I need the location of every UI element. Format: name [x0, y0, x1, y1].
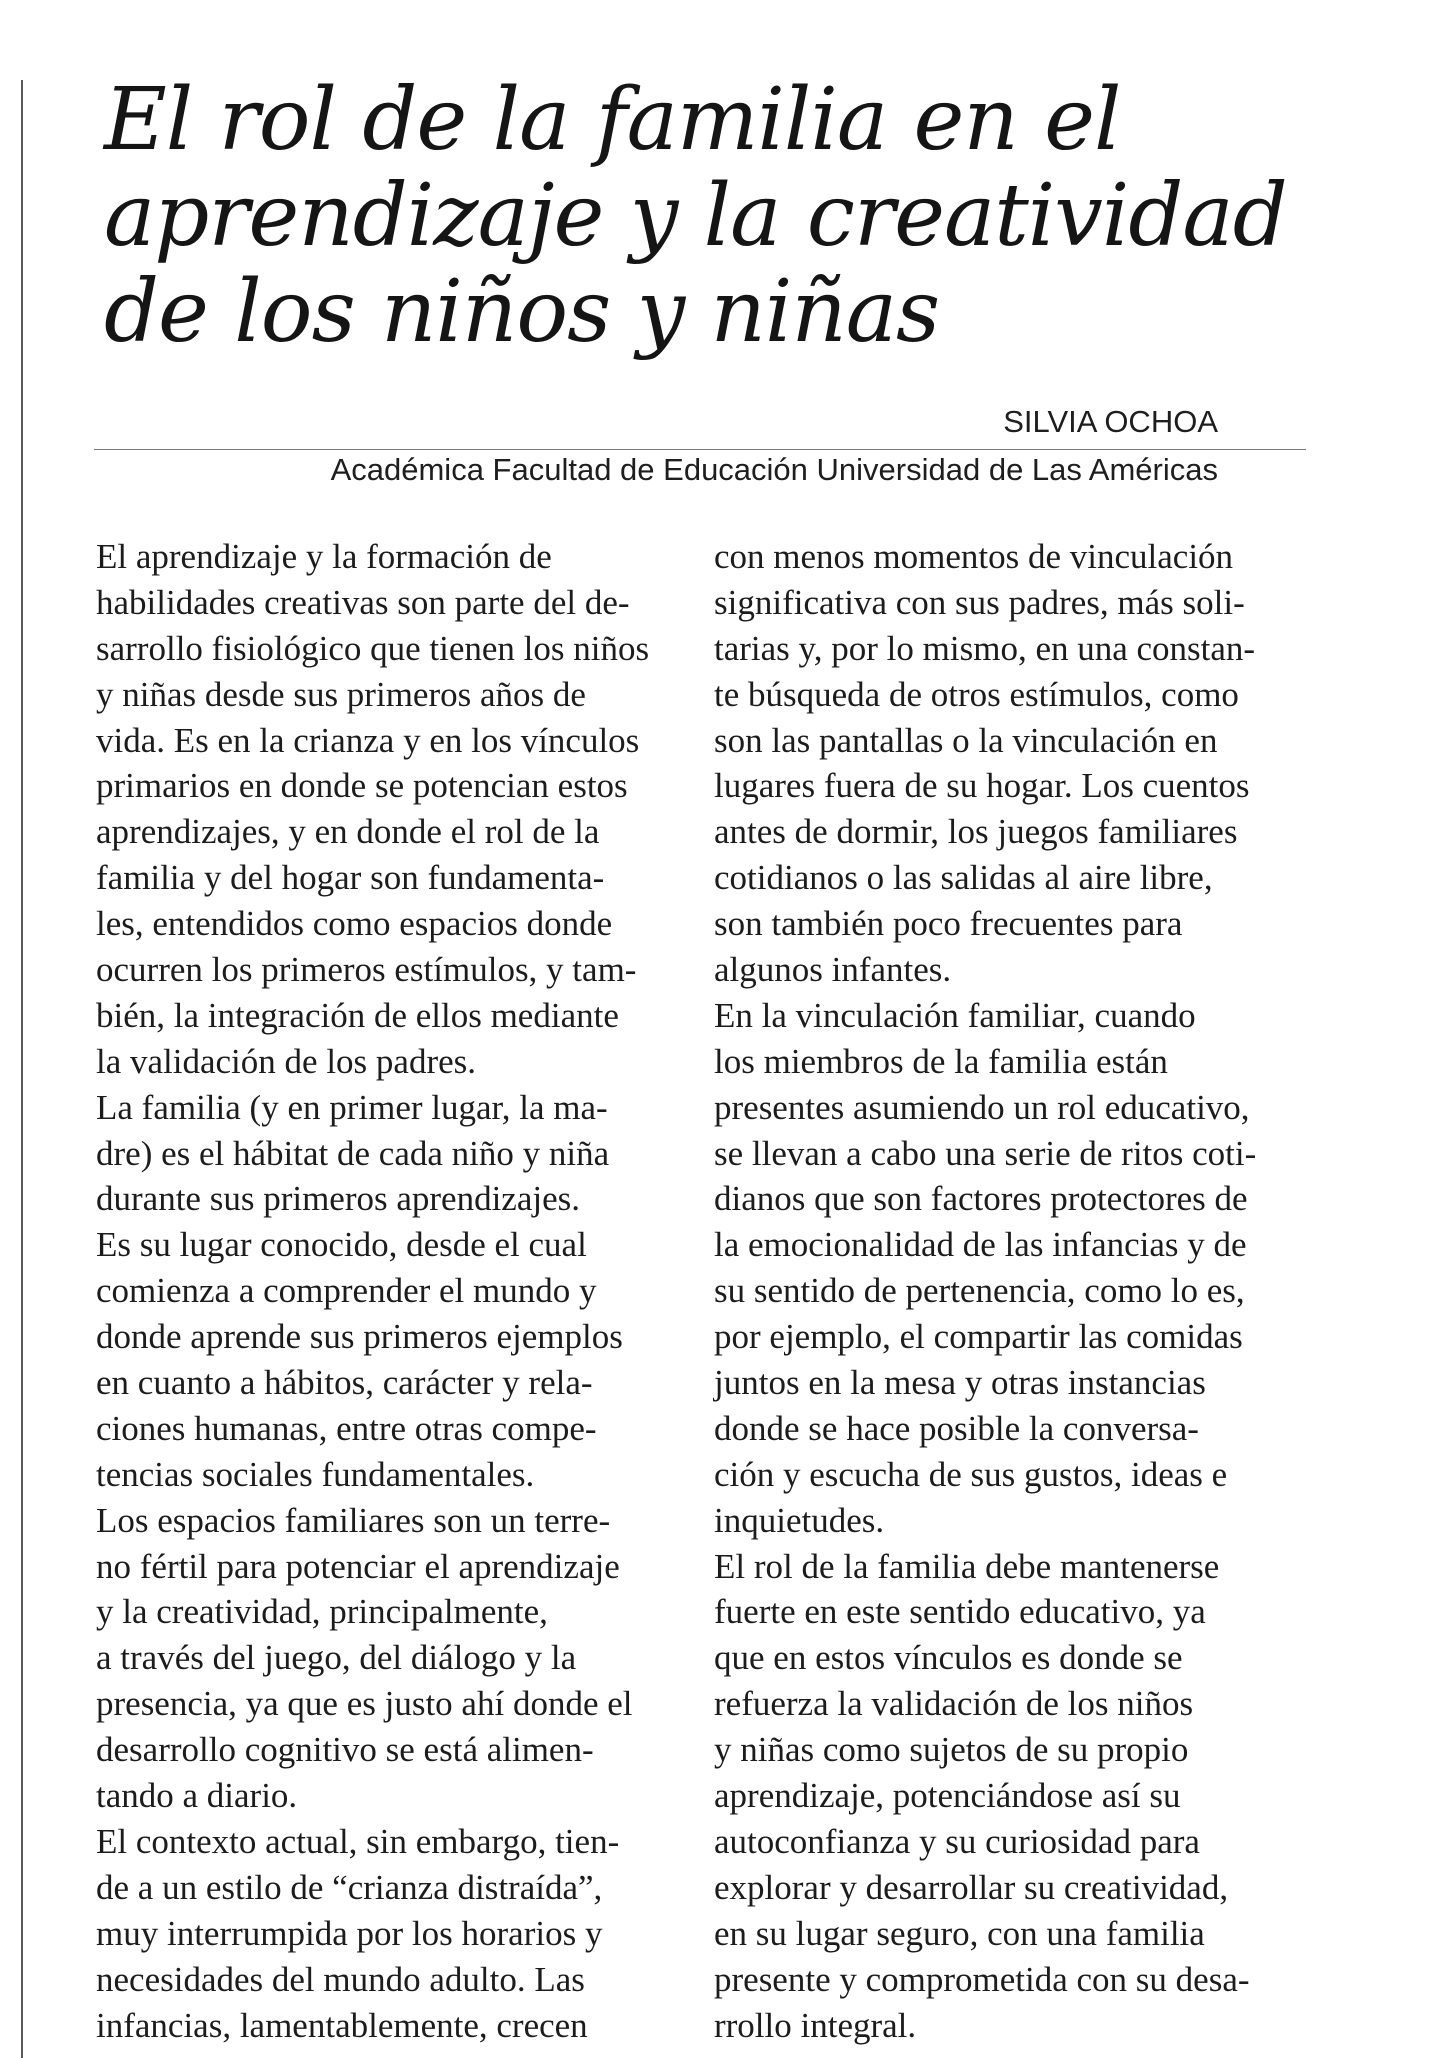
headline-line: El rol de la familia en el: [104, 70, 1121, 170]
headline-line: de los niños y niñas: [104, 262, 940, 362]
text-line: bién, la integración de ellos mediante: [96, 995, 619, 1035]
text-line: presencia, ya que es justo ahí donde el: [96, 1684, 633, 1724]
text-line: tando a diario.: [96, 1776, 298, 1816]
text-line: tencias sociales fundamentales.: [96, 1454, 535, 1494]
text-line: aprendizaje, potenciándose así su: [714, 1776, 1181, 1816]
text-line: Los espacios familiares son un terre-: [96, 1500, 611, 1540]
text-line: durante sus primeros aprendizajes.: [96, 1179, 581, 1219]
text-line: desarrollo cognitivo se está alimen-: [96, 1730, 594, 1770]
text-line: juntos en la mesa y otras instancias: [714, 1363, 1206, 1403]
text-line: y niñas desde sus primeros años de: [96, 674, 586, 714]
text-line: En la vinculación familiar, cuando: [714, 995, 1196, 1035]
text-line: significativa con sus padres, más soli-: [714, 582, 1245, 622]
text-line: Es su lugar conocido, desde el cual: [96, 1225, 587, 1265]
text-line: ción y escucha de sus gustos, ideas e: [714, 1454, 1228, 1494]
text-line: El rol de la familia debe mantenerse: [714, 1546, 1220, 1586]
text-line: ocurren los primeros estímulos, y tam-: [96, 950, 637, 990]
text-line: la emocionalidad de las infancias y de: [714, 1225, 1247, 1265]
left-text-column: [96, 534, 696, 2048]
text-line: primarios en donde se potencian estos: [96, 766, 628, 806]
text-line: y niñas como sujetos de su propio: [714, 1730, 1189, 1770]
text-line: son las pantallas o la vinculación en: [714, 720, 1218, 760]
text-line: aprendizajes, y en donde el rol de la: [96, 812, 600, 852]
text-line: en su lugar seguro, con una familia: [714, 1913, 1205, 1953]
text-line: rrollo integral.: [714, 2005, 917, 2045]
author-affiliation: Académica Facultad de Educación Universidad de Las Américas: [330, 452, 1218, 487]
text-line: sarrollo fisiológico que tienen los niños: [96, 628, 650, 668]
text-line: infancias, lamentablemente, crecen: [96, 2005, 588, 2045]
right-text-column: [714, 534, 1314, 2048]
text-line: te búsqueda de otros estímulos, como: [714, 674, 1239, 714]
text-line: donde aprende sus primeros ejemplos: [96, 1317, 623, 1357]
text-line: dre) es el hábitat de cada niño y niña: [96, 1133, 610, 1173]
text-line: vida. Es en la crianza y en los vínculos: [96, 720, 640, 760]
text-line: inquietudes.: [714, 1500, 885, 1540]
text-line: presente y comprometida con su desa-: [714, 1959, 1250, 1999]
text-line: cotidianos o las salidas al aire libre,: [714, 858, 1213, 898]
text-line: ciones humanas, entre otras compe-: [96, 1408, 597, 1448]
text-line: muy interrumpida por los horarios y: [96, 1913, 603, 1953]
headline-line: aprendizaje y la creatividad: [104, 166, 1287, 266]
text-line: presentes asumiendo un rol educativo,: [714, 1087, 1250, 1127]
text-line: familia y del hogar son fundamenta-: [96, 858, 605, 898]
text-line: El aprendizaje y la formación de: [96, 537, 552, 576]
text-line: no fértil para potenciar el aprendizaje: [96, 1546, 620, 1586]
text-line: y la creatividad, principalmente,: [96, 1592, 548, 1632]
text-line: son también poco frecuentes para: [714, 904, 1183, 944]
text-line: los miembros de la familia están: [714, 1041, 1168, 1081]
text-line: comienza a comprender el mundo y: [96, 1271, 597, 1311]
text-line: La familia (y en primer lugar, la ma-: [96, 1087, 608, 1127]
text-line: fuerte en este sentido educativo, ya: [714, 1592, 1206, 1632]
text-line: donde se hace posible la conversa-: [714, 1408, 1199, 1448]
text-line: necesidades del mundo adulto. Las: [96, 1959, 585, 1999]
text-line: les, entendidos como espacios donde: [96, 904, 613, 944]
article-headline: [104, 72, 1364, 360]
text-line: de a un estilo de “crianza distraída”,: [96, 1867, 603, 1907]
text-line: por ejemplo, el compartir las comidas: [714, 1317, 1243, 1357]
text-line: antes de dormir, los juegos familiares: [714, 812, 1238, 852]
text-line: dianos que son factores protectores de: [714, 1179, 1248, 1219]
text-line: El contexto actual, sin embargo, tien-: [96, 1821, 620, 1861]
text-line: se llevan a cabo una serie de ritos coti-: [714, 1133, 1257, 1173]
byline-divider: [94, 449, 1306, 450]
author-name: SILVIA OCHOA: [1003, 404, 1218, 439]
text-line: autoconfianza y su curiosidad para: [714, 1821, 1200, 1861]
text-line: explorar y desarrollar su creatividad,: [714, 1867, 1229, 1907]
text-line: lugares fuera de su hogar. Los cuentos: [714, 766, 1250, 806]
text-line: a través del juego, del diálogo y la: [96, 1638, 577, 1678]
text-line: tarias y, por lo mismo, en una constan-: [714, 628, 1256, 668]
text-line: algunos infantes.: [714, 950, 952, 990]
text-line: en cuanto a hábitos, carácter y rela-: [96, 1363, 593, 1403]
text-line: la validación de los padres.: [96, 1041, 477, 1081]
text-line: que en estos vínculos es donde se: [714, 1638, 1183, 1678]
page-left-rule: [21, 80, 23, 2058]
text-line: con menos momentos de vinculación: [714, 537, 1234, 576]
text-line: su sentido de pertenencia, como lo es,: [714, 1271, 1245, 1311]
text-line: refuerza la validación de los niños: [714, 1684, 1194, 1724]
text-line: habilidades creativas son parte del de-: [96, 582, 630, 622]
